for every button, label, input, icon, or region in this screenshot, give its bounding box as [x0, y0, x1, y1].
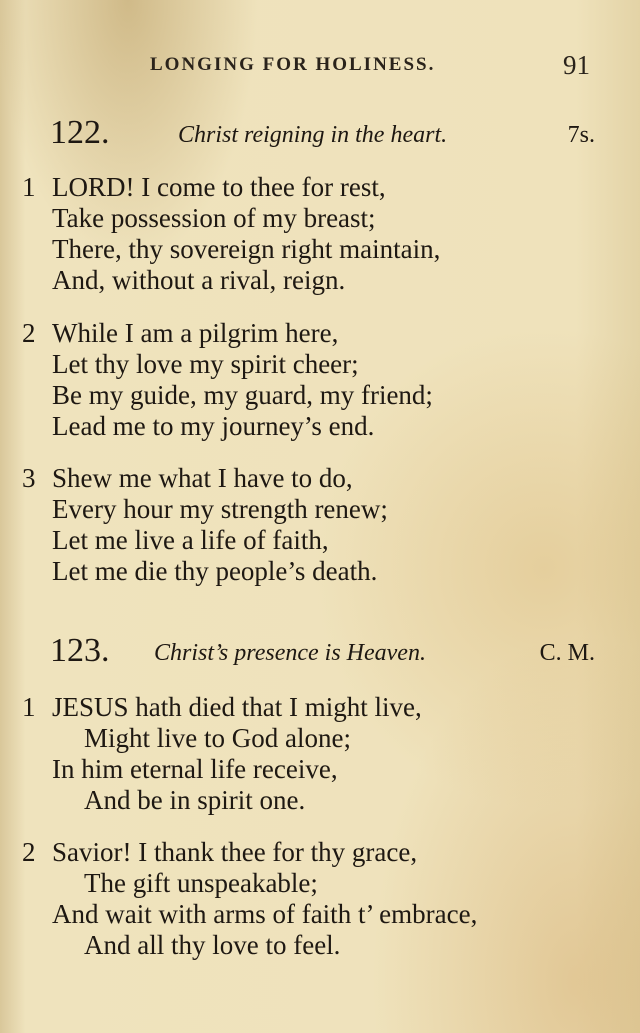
verse-line: Every hour my strength renew; — [52, 494, 388, 524]
verse-line: Lead me to my journey’s end. — [52, 411, 375, 441]
hymn-123-heading — [50, 632, 595, 672]
verse-line: And wait with arms of faith t’ embrace, — [52, 899, 478, 929]
verse-line: JESUS hath died that I might live, — [52, 692, 422, 722]
hymn-122-stanza-1 — [22, 172, 602, 296]
stanza-number: 1 — [22, 172, 36, 202]
stanza-number: 1 — [22, 692, 36, 722]
hymn-122-stanza-2 — [22, 318, 602, 442]
verse-line: Take possession of my breast; — [52, 203, 376, 233]
verse-line: Let thy love my spirit cheer; — [52, 349, 359, 379]
hymn-title: Christ’s presence is Heaven. — [154, 640, 426, 666]
verse-line: And all thy love to feel. — [84, 930, 341, 960]
hymn-number: 123. — [50, 632, 110, 669]
verse-line: Shew me what I have to do, — [52, 463, 353, 493]
verse-line: LORD! I come to thee for rest, — [52, 172, 386, 202]
hymn-122-heading — [50, 114, 595, 154]
verse-line: Be my guide, my guard, my friend; — [52, 380, 433, 410]
hymn-meter: C. M. — [539, 640, 595, 666]
verse-line: While I am a pilgrim here, — [52, 318, 339, 348]
verse-line: In him eternal life receive, — [52, 754, 338, 784]
running-head: LONGING FOR HOLINESS. — [150, 54, 436, 75]
hymn-123-stanza-2 — [22, 837, 602, 961]
verse-line: Let me live a life of faith, — [52, 525, 329, 555]
verse-line: And be in spirit one. — [84, 785, 306, 815]
page-number: 91 — [563, 50, 590, 80]
hymn-title: Christ reigning in the heart. — [178, 122, 448, 148]
verse-line: Might live to God alone; — [84, 723, 351, 753]
verse-line: There, thy sovereign right maintain, — [52, 234, 441, 264]
verse-line: Let me die thy people’s death. — [52, 556, 378, 586]
hymn-number: 122. — [50, 114, 110, 151]
hymn-122-stanza-3 — [22, 463, 602, 587]
verse-line: The gift unspeakable; — [84, 868, 318, 898]
hymn-123-stanza-1 — [22, 692, 602, 816]
verse-line: Savior! I thank thee for thy grace, — [52, 837, 418, 867]
hymn-meter: 7s. — [567, 122, 595, 148]
stanza-number: 3 — [22, 463, 36, 493]
stanza-number: 2 — [22, 837, 36, 867]
verse-line: And, without a rival, reign. — [52, 265, 346, 295]
stanza-number: 2 — [22, 318, 36, 348]
